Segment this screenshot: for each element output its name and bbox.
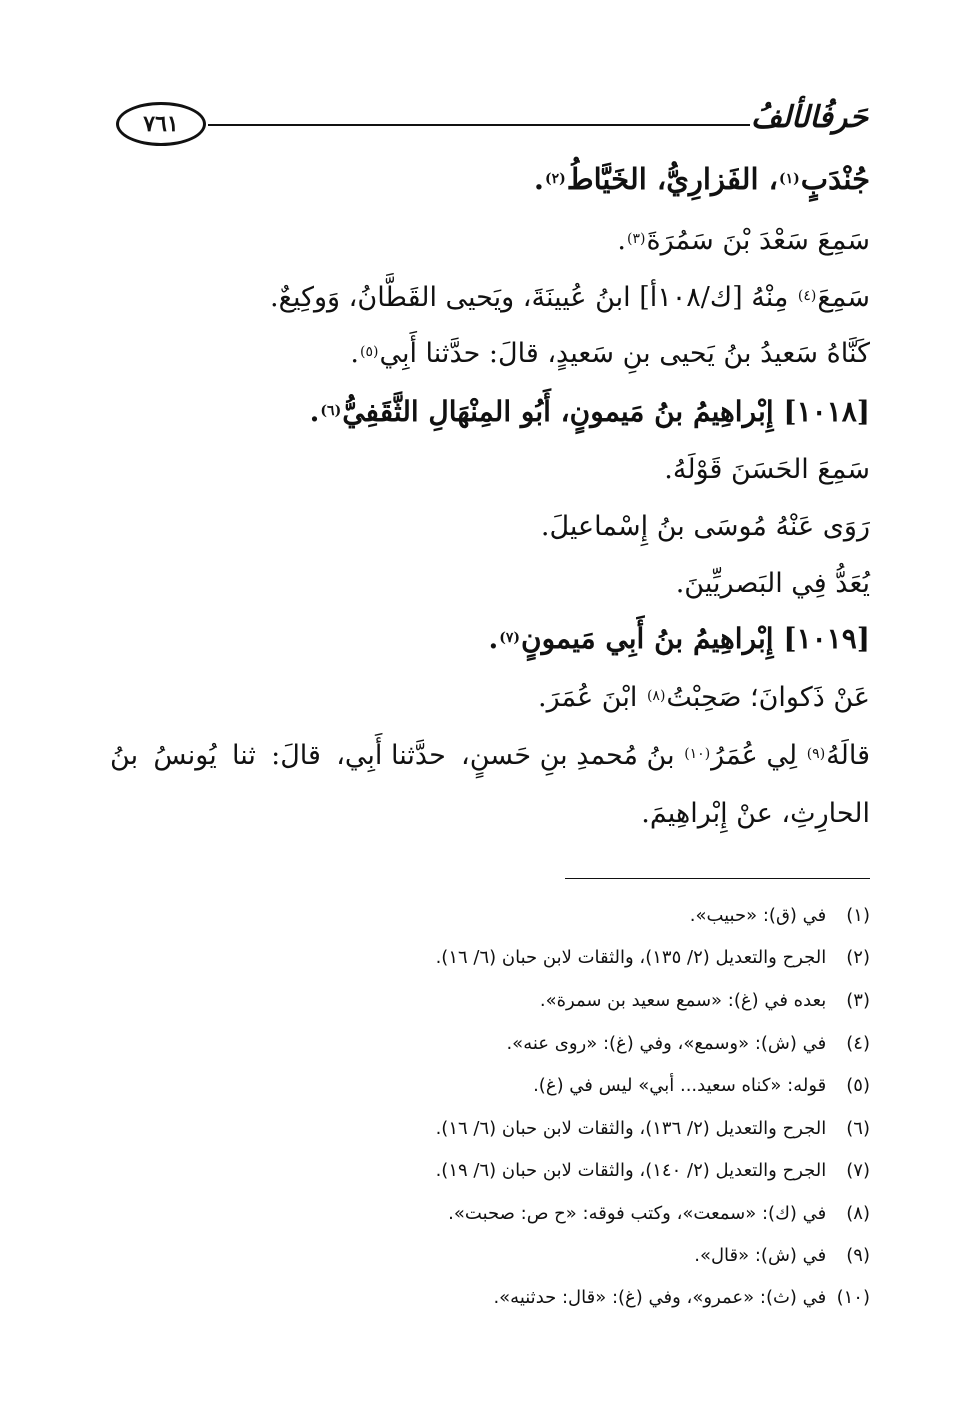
text-run: قالَ: bbox=[271, 740, 321, 771]
footnote-ref: (٣) bbox=[627, 231, 646, 247]
text-run: سَمِعَ bbox=[817, 282, 870, 313]
footnote-item bbox=[493, 1287, 870, 1308]
footnote-number: (١٠) bbox=[836, 1287, 870, 1308]
text-run: يُونسُ bbox=[153, 740, 217, 771]
footnote-ref: (٨) bbox=[646, 688, 666, 704]
text-run: عَنْ ذَكوانَ؛ صَحِبْتُ bbox=[666, 682, 870, 713]
footnote-ref: (٥) bbox=[359, 344, 379, 360]
footnote-ref: (٧) bbox=[499, 630, 521, 646]
text-run: ابْنَ عُمَرَ. bbox=[538, 682, 646, 713]
footnote-ref: (٤) bbox=[797, 288, 817, 304]
footnote-item bbox=[694, 1245, 870, 1266]
footnote-item bbox=[506, 1033, 870, 1054]
footnote-text: الجرح والتعديل (٢/ ١٣٦)، والثقات لابن حبان (٦/ ١٦). bbox=[435, 1118, 827, 1139]
footnote-number: (٧) bbox=[846, 1160, 870, 1181]
footnote-number: (١) bbox=[846, 905, 870, 926]
footnote-number: (٦) bbox=[846, 1118, 870, 1139]
footnote-ref: (٢) bbox=[544, 171, 566, 187]
footnote-item bbox=[533, 1075, 870, 1096]
text-run: حدَّثنا أَبِي، bbox=[336, 740, 446, 771]
text-run: ثنا bbox=[231, 740, 256, 771]
footnote-item bbox=[690, 905, 870, 926]
text-run: جُنْدَبٍ bbox=[800, 162, 870, 196]
footnote-item bbox=[448, 1203, 870, 1224]
footnote-number: (٨) bbox=[846, 1203, 870, 1224]
text-run: بنُ bbox=[110, 740, 139, 771]
footnote-text: في (ث): «عمرو»، وفي (غ): «قال: حدثنيه». bbox=[493, 1287, 827, 1308]
text-run: الحارِثِ، عنْ إِبْراهِيمَ. bbox=[641, 798, 870, 829]
text-run: مِنْهُ [ك/١٠٨أ] ابنُ عُيينَةَ، ويَحيى القَطَّانُ، وَوكِيعٌ. bbox=[270, 282, 797, 313]
footnote-text: في (ك): «سمعت»، وكتب فوقه: «ح ص: صحبت». bbox=[448, 1203, 827, 1224]
page-number: ٧٦١ bbox=[116, 102, 206, 146]
footnote-text: في (ش): «قال». bbox=[694, 1245, 827, 1266]
text-run: . bbox=[350, 338, 359, 369]
footnote-number: (٣) bbox=[846, 990, 870, 1011]
running-title: حَرفُالألفُ bbox=[750, 100, 868, 135]
footnote-number: (٢) bbox=[846, 947, 870, 968]
text-run: . bbox=[309, 395, 320, 428]
text-run: [١٠١٨] إِبْراهِيمُ بنُ مَيمونٍ، أَبُو المِنْهَالِ الثَّقَفِيُّ bbox=[342, 395, 870, 428]
text-run: رَوَى عَنْهُ مُوسَى بنُ إِسْماعيلَ. bbox=[540, 511, 870, 542]
text-run: ، الفَزارِيُّ، الخَيَّاطُ bbox=[566, 162, 779, 196]
text-run: كَنَّاهُ سَعيدُ بنُ يَحيى بنِ سَعيدٍ، قالَ: حدَّثنا أَبِي bbox=[379, 338, 870, 369]
footnote-text: في (ق): «حبيب». bbox=[689, 905, 827, 926]
text-run: . bbox=[617, 225, 627, 256]
footnote-item bbox=[436, 1118, 870, 1139]
footnote-text: الجرح والتعديل (٢/ ١٣٥)، والثقات لابن حبان (٦/ ١٦). bbox=[435, 947, 827, 968]
text-run: قالَهُ bbox=[826, 740, 870, 771]
footnote-number: (٤) bbox=[846, 1033, 870, 1054]
footnote-ref: (١٠) bbox=[684, 746, 711, 762]
text-run: [١٠١٩] إِبْراهِيمُ بنُ أَبِي مَيمونٍ bbox=[521, 622, 870, 655]
footnotes bbox=[110, 0, 870, 1416]
footnote-item bbox=[436, 947, 870, 968]
text-run: . bbox=[533, 162, 544, 196]
footnote-item bbox=[540, 990, 870, 1011]
footnote-ref: (١) bbox=[779, 171, 800, 187]
footnote-ref: (٦) bbox=[320, 403, 342, 419]
text-run: . bbox=[488, 622, 499, 655]
footnote-text: في (ش): «وسمع»، وفي (غ): «روى عنه». bbox=[506, 1033, 827, 1054]
footnote-number: (٥) bbox=[846, 1075, 870, 1096]
footnote-number: (٩) bbox=[846, 1245, 870, 1266]
text-run: سَمِعَ الحَسَنَ قَوْلَهُ. bbox=[664, 454, 870, 485]
text-run: لِي عُمَرُ bbox=[711, 740, 806, 771]
footnote-ref: (٩) bbox=[806, 746, 826, 762]
text-run: سَمِعَ سَعْدَ بْنَ سَمُرَةَ bbox=[646, 225, 870, 256]
footnote-text: الجرح والتعديل (٢/ ١٤٠)، والثقات لابن حبان (٦/ ١٩). bbox=[435, 1160, 827, 1181]
footnote-text: بعده في (غ): «سمع سعيد بن سمرة». bbox=[539, 990, 827, 1011]
footnote-item bbox=[436, 1160, 870, 1181]
text-run: بنُ مُحمدِ بنِ حَسنٍ، bbox=[461, 740, 684, 771]
footnote-text: قوله: «كناه سعيد... أبي» ليس في (غ). bbox=[533, 1075, 827, 1096]
text-run: يُعَدُّ فِي البَصريِّينَ. bbox=[675, 568, 870, 599]
